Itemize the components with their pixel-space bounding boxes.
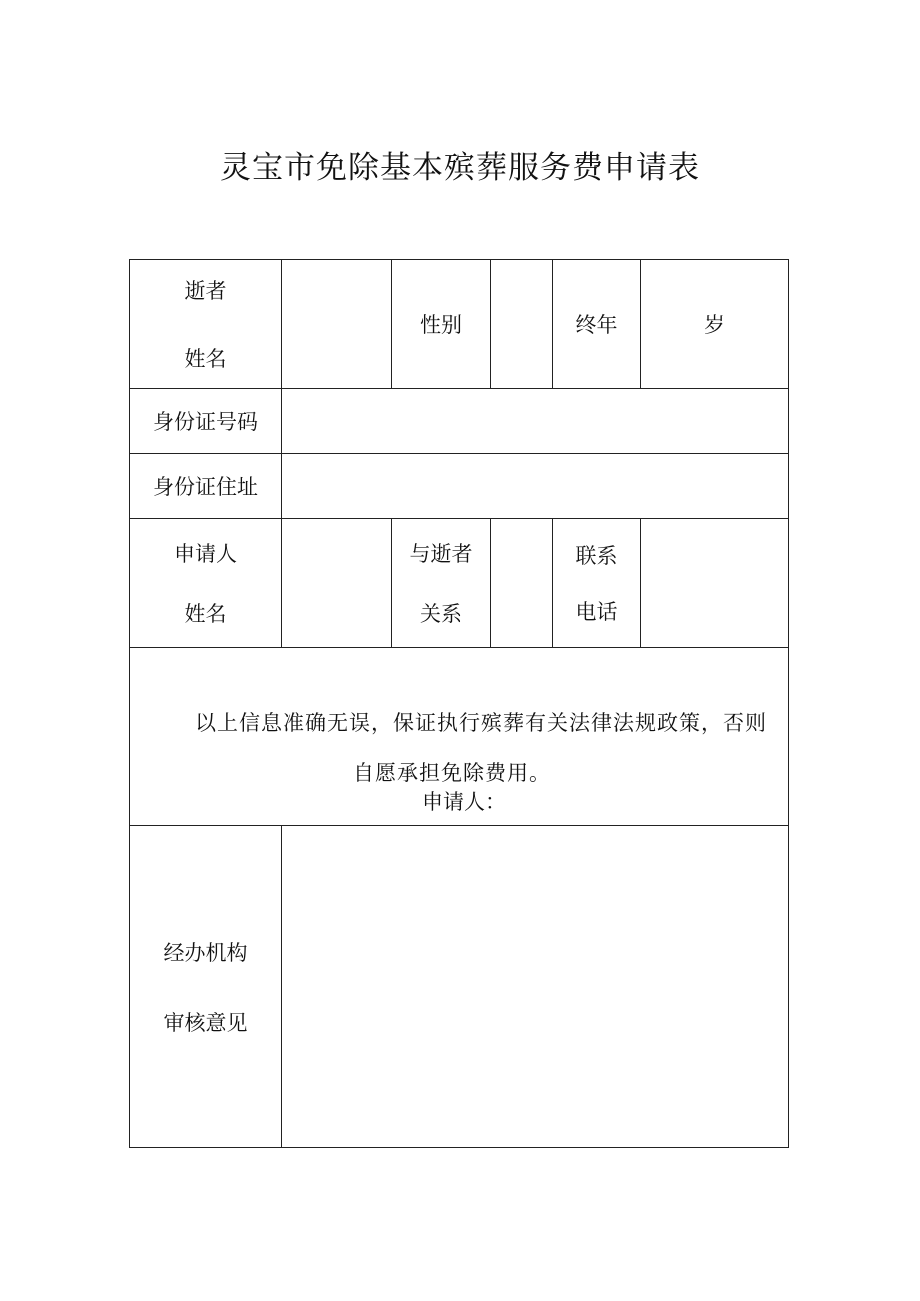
application-form-table [129, 259, 789, 1148]
review-opinion-field[interactable] [282, 826, 789, 1148]
relation-field[interactable] [491, 519, 553, 648]
relation-label-cell [392, 519, 491, 648]
applicant-name-field[interactable] [282, 519, 392, 648]
applicant-row [130, 519, 789, 648]
review-label-line1: 经办机构 [163, 940, 248, 965]
gender-label: 性别 [392, 260, 491, 389]
gender-field[interactable] [491, 260, 553, 389]
id-number-row [130, 389, 789, 454]
id-address-row [130, 454, 789, 519]
deceased-name-label-line1: 逝者 [184, 279, 227, 303]
phone-label-cell [553, 519, 641, 648]
id-address-field[interactable] [282, 454, 789, 519]
declaration-signature-label: 申请人： [422, 790, 506, 814]
age-label: 终年 [553, 260, 641, 389]
id-address-label: 身份证住址 [130, 454, 282, 519]
phone-label-line1: 联系 [575, 544, 618, 568]
review-label-cell [130, 826, 282, 1148]
age-unit: 岁 [704, 313, 725, 337]
deceased-name-label-line2: 姓名 [184, 347, 227, 371]
relation-label-line1: 与逝者 [409, 542, 473, 566]
declaration-text: 以上信息准确无误，保证执行殡葬有关法律法规政策，否则自愿承担免除费用。 [195, 710, 767, 785]
deceased-name-field[interactable] [282, 260, 392, 389]
applicant-name-label-cell [130, 519, 282, 648]
applicant-name-label-line2: 姓名 [184, 602, 227, 626]
page-title: 灵宝市免除基本殡葬服务费申请表 [220, 150, 700, 186]
phone-label-line2: 电话 [575, 600, 618, 624]
declaration-cell [130, 648, 789, 826]
id-number-label: 身份证号码 [130, 389, 282, 454]
applicant-name-label-line1: 申请人 [174, 542, 237, 566]
review-label-line2: 审核意见 [163, 1010, 248, 1035]
review-row [130, 826, 789, 1148]
deceased-row [130, 260, 789, 389]
deceased-name-label-cell [130, 260, 282, 389]
age-field[interactable] [641, 260, 789, 389]
phone-field[interactable] [641, 519, 789, 648]
relation-label-line2: 关系 [420, 602, 462, 626]
declaration-row [130, 648, 789, 826]
id-number-field[interactable] [282, 389, 789, 454]
